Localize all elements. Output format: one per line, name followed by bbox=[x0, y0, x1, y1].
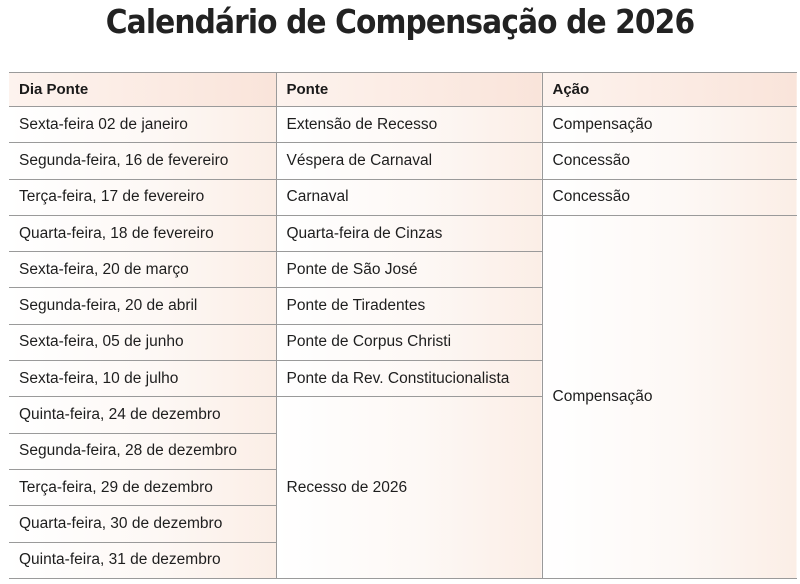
cell-ponte: Extensão de Recesso bbox=[276, 107, 542, 143]
cell-ponte: Quarta-feira de Cinzas bbox=[276, 215, 542, 251]
cell-dia-ponte: Segunda-feira, 16 de fevereiro bbox=[9, 143, 276, 179]
cell-dia-ponte: Quarta-feira, 18 de fevereiro bbox=[9, 215, 276, 251]
table-row bbox=[9, 215, 797, 251]
table-row bbox=[9, 107, 797, 143]
column-header-ponte: Ponte bbox=[276, 73, 542, 107]
table-row bbox=[9, 179, 797, 215]
cell-dia-ponte: Quarta-feira, 30 de dezembro bbox=[9, 506, 276, 542]
cell-dia-ponte: Sexta-feira, 10 de julho bbox=[9, 361, 276, 397]
cell-ponte: Ponte de Corpus Christi bbox=[276, 324, 542, 360]
cell-dia-ponte: Terça-feira, 29 de dezembro bbox=[9, 469, 276, 505]
cell-acao-merged: Compensação bbox=[542, 215, 797, 578]
cell-ponte: Ponte de São José bbox=[276, 252, 542, 288]
column-header-acao: Ação bbox=[542, 73, 797, 107]
column-header-dia-ponte: Dia Ponte bbox=[9, 73, 276, 107]
table-header-row bbox=[9, 73, 797, 107]
cell-dia-ponte: Terça-feira, 17 de fevereiro bbox=[9, 179, 276, 215]
cell-dia-ponte: Quinta-feira, 31 de dezembro bbox=[9, 542, 276, 578]
cell-ponte-merged: Recesso de 2026 bbox=[276, 397, 542, 578]
cell-dia-ponte: Sexta-feira, 20 de março bbox=[9, 252, 276, 288]
cell-dia-ponte: Sexta-feira 02 de janeiro bbox=[9, 107, 276, 143]
compensation-table bbox=[9, 72, 797, 579]
cell-dia-ponte: Sexta-feira, 05 de junho bbox=[9, 324, 276, 360]
page-title: Calendário de Compensação de 2026 bbox=[105, 2, 695, 41]
cell-ponte: Ponte de Tiradentes bbox=[276, 288, 542, 324]
cell-ponte: Ponte da Rev. Constitucionalista bbox=[276, 361, 542, 397]
cell-acao: Concessão bbox=[542, 143, 797, 179]
table-row bbox=[9, 143, 797, 179]
cell-ponte: Véspera de Carnaval bbox=[276, 143, 542, 179]
cell-acao: Compensação bbox=[542, 107, 797, 143]
cell-dia-ponte: Quinta-feira, 24 de dezembro bbox=[9, 397, 276, 433]
cell-ponte: Carnaval bbox=[276, 179, 542, 215]
cell-acao: Concessão bbox=[542, 179, 797, 215]
cell-dia-ponte: Segunda-feira, 20 de abril bbox=[9, 288, 276, 324]
cell-dia-ponte: Segunda-feira, 28 de dezembro bbox=[9, 433, 276, 469]
